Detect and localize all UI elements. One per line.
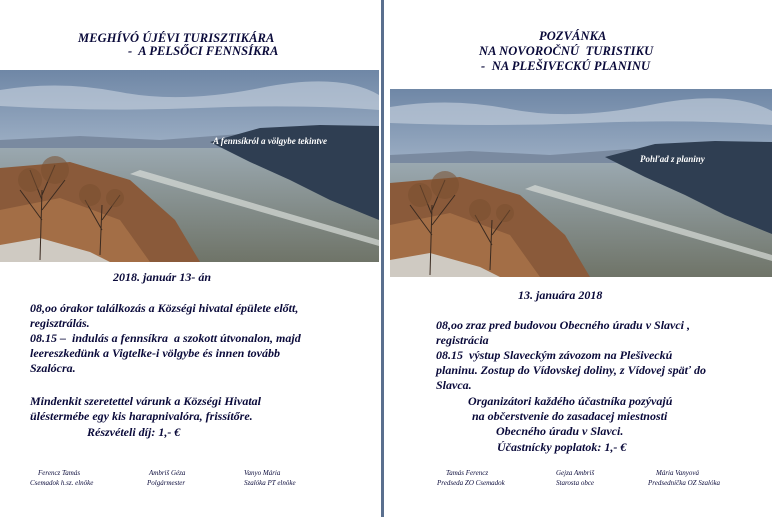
title-line-1: MEGHÍVÓ ÚJÉVI TURISZTIKÁRA [78, 31, 275, 45]
program-line: leereszkedünk a Vigtelke-i völgybe és innen tovább [30, 346, 280, 360]
title-line-1: POZVÁNKA [539, 29, 607, 43]
landscape-photo [390, 89, 772, 277]
program-line: Szalócra. [30, 361, 76, 375]
photo-caption: A fennsíkról a völgybe tekintve [213, 136, 327, 146]
title-line-2: NA NOVOROČNÚ TURISTIKU [479, 44, 654, 58]
invite-line: Organizátori každého účastníka pozývajú [468, 394, 673, 408]
invite-line: üléstermébe egy kis harapnivalóra, frissítőre. [30, 409, 253, 423]
signature-role: Szalóka PT elnöke [244, 479, 296, 487]
signature-role: Starosta obce [556, 479, 595, 487]
signature-role: Csemadok h.sz. elnöke [30, 479, 94, 487]
invitation-page-slovak [390, 0, 772, 517]
program-line: 08,oo zraz pred budovou Obecného úradu v Slavci , [436, 318, 691, 332]
signature-name: Ambriš Géza [149, 469, 186, 477]
participation-fee: Účastnícky poplatok: 1,- € [497, 440, 627, 454]
landscape-photo [0, 70, 379, 262]
program-line: registrácia [436, 333, 489, 347]
participation-fee: Részvételi díj: 1,- € [87, 425, 181, 439]
title-line-3: - NA PLEŠIVECKÚ PLANINU [481, 59, 651, 73]
invite-line: na občerstvenie do zasadacej miestnosti [472, 409, 668, 423]
signature-role: Predsedníčka OZ Szalóka [648, 479, 721, 487]
event-date: 2018. január 13- án [113, 270, 212, 284]
signature-role: Polgármester [147, 479, 186, 487]
program-line: 08,oo órakor találkozás a Községi hivatal épülete előtt, [30, 301, 299, 315]
signature-role: Predseda ZO Csemadok [437, 479, 505, 487]
program-line: 08.15 výstup Slaveckým závozom na Plešiveckú [436, 348, 673, 362]
signature-name: Tamás Ferencz [446, 469, 489, 477]
page-divider [381, 0, 384, 517]
signature-name: Gejza Ambriš [556, 469, 595, 477]
program-line: 08.15 – indulás a fennsíkra a szokott útvonalon, majd [30, 331, 301, 345]
signature-name: Ferencz Tamás [38, 469, 81, 477]
title-line-2: - A PELSŐCI FENNSÍKRA [128, 44, 279, 58]
program-line: planinu. Zostup do Vídovskej doliny, z Vídovej späť do [436, 363, 706, 377]
photo-caption: Pohľad z planiny [640, 154, 705, 164]
signature-name: Vanyo Mária [244, 469, 281, 477]
invite-line: Obecného úradu v Slavci. [496, 424, 624, 438]
program-line: Slavca. [436, 378, 472, 392]
invitation-page-hungarian [0, 0, 379, 517]
event-date: 13. januára 2018 [518, 288, 603, 302]
program-line: regisztrálás. [30, 316, 90, 330]
invite-line: Mindenkit szeretettel várunk a Községi Hivatal [30, 394, 262, 408]
signature-name: Mária Vanyová [656, 469, 699, 477]
